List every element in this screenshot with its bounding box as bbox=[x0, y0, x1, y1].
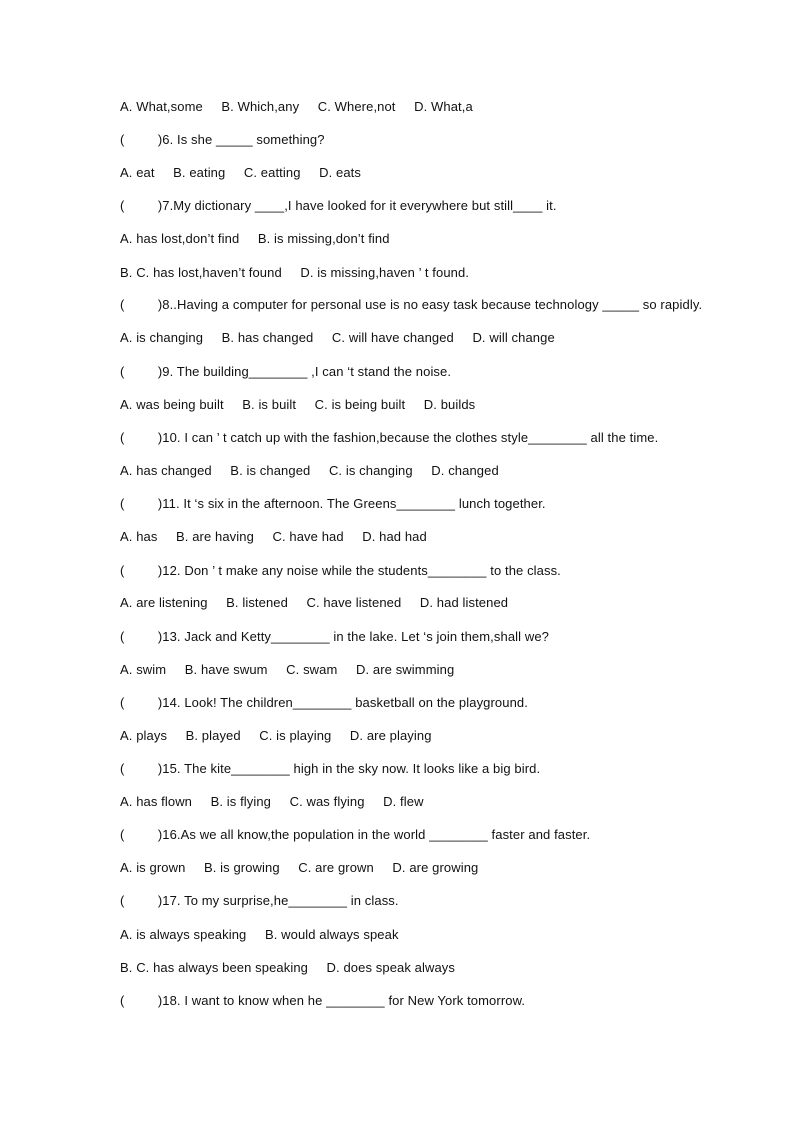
answer-options-q15: A. has flown B. is flying C. was flying D. flew bbox=[120, 794, 424, 809]
question-18: ( )18. I want to know when he ________ for New York tomorrow. bbox=[120, 993, 526, 1008]
question-9: ( )9. The building________ ,I can ‘t stand the noise. bbox=[120, 364, 452, 379]
question-15: ( )15. The kite________ high in the sky now. It looks like a big bird. bbox=[120, 761, 541, 776]
question-6: ( )6. Is she _____ something? bbox=[120, 132, 325, 147]
answer-options-q13: A. swim B. have swum C. swam D. are swimming bbox=[120, 662, 455, 677]
question-7: ( )7.My dictionary ____,I have looked for it everywhere but still____ it. bbox=[120, 198, 557, 213]
question-13: ( )13. Jack and Ketty________ in the lake. Let ‘s join them,shall we? bbox=[120, 629, 549, 644]
question-12: ( )12. Don ’ t make any noise while the students________ to the class. bbox=[120, 563, 561, 578]
answer-options-q5: A. What,some B. Which,any C. Where,not D. What,a bbox=[120, 99, 473, 114]
answer-options-q6: A. eat B. eating C. eatting D. eats bbox=[120, 165, 361, 180]
answer-options-q9: A. was being built B. is built C. is being built D. builds bbox=[120, 397, 476, 412]
question-11: ( )11. It ‘s six in the afternoon. The Greens________ lunch together. bbox=[120, 496, 546, 511]
answer-options-q17-line-1: A. is always speaking B. would always speak bbox=[120, 927, 399, 942]
question-8: ( )8..Having a computer for personal use is no easy task because technology _____ so rapidly. bbox=[120, 297, 703, 312]
answer-options-q10: A. has changed B. is changed C. is changing D. changed bbox=[120, 463, 499, 478]
answer-options-q7-line-2: B. C. has lost,haven’t found D. is missing,haven ’ t found. bbox=[120, 265, 470, 280]
answer-options-q14: A. plays B. played C. is playing D. are playing bbox=[120, 728, 432, 743]
answer-options-q17-line-2: B. C. has always been speaking D. does speak always bbox=[120, 960, 456, 975]
question-16: ( )16.As we all know,the population in the world ________ faster and faster. bbox=[120, 827, 591, 842]
question-10: ( )10. I can ’ t catch up with the fashion,because the clothes style________ all the time. bbox=[120, 430, 659, 445]
answer-options-q16: A. is grown B. is growing C. are grown D. are growing bbox=[120, 860, 479, 875]
answer-options-q8: A. is changing B. has changed C. will have changed D. will change bbox=[120, 330, 555, 345]
question-14: ( )14. Look! The children________ basketball on the playground. bbox=[120, 695, 528, 710]
answer-options-q7-line-1: A. has lost,don’t find B. is missing,don’t find bbox=[120, 231, 390, 246]
question-17: ( )17. To my surprise,he________ in class. bbox=[120, 893, 399, 908]
answer-options-q11: A. has B. are having C. have had D. had had bbox=[120, 529, 427, 544]
answer-options-q12: A. are listening B. listened C. have listened D. had listened bbox=[120, 595, 509, 610]
